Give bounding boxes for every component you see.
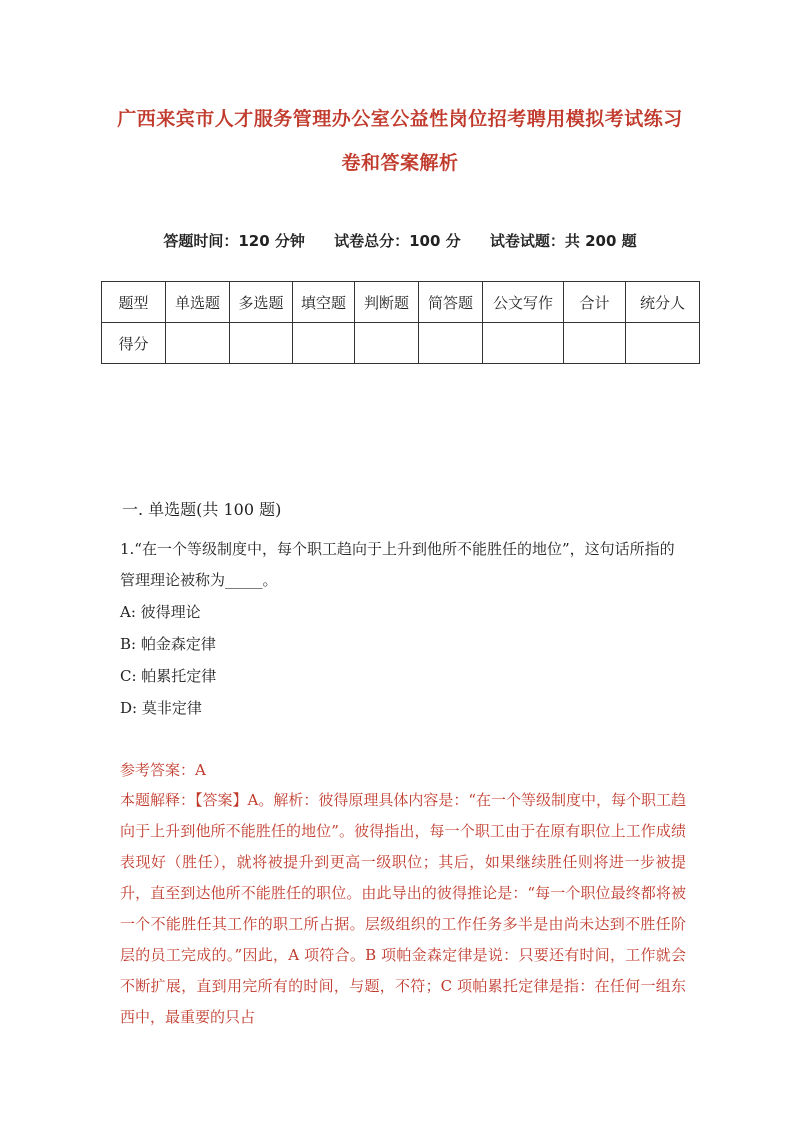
table-header-cell: 多选题 <box>230 282 293 323</box>
score-cell <box>419 323 483 364</box>
score-table <box>101 281 700 364</box>
option-b: B: 帕金森定律 <box>120 635 216 653</box>
table-header-cell: 填空题 <box>293 282 355 323</box>
document-title-line-2: 卷和答案解析 <box>341 152 459 174</box>
score-cell <box>166 323 230 364</box>
document-title-line-1: 广西来宾市人才服务管理办公室公益性岗位招考聘用模拟考试练习 <box>117 108 683 130</box>
table-header-cell: 统分人 <box>626 282 700 323</box>
table-header-cell: 单选题 <box>166 282 230 323</box>
exam-total-score: 试卷总分：100 分 <box>334 232 461 250</box>
table-header-cell: 题型 <box>102 282 166 323</box>
table-header-cell: 合计 <box>564 282 626 323</box>
score-cell <box>483 323 564 364</box>
exam-meta <box>100 230 700 251</box>
answer-explanation: 本题解释：【答案】A。解析：彼得原理具体内容是：“在一个等级制度中，每个职工趋向于上升到他所不能胜任的地位”。彼得指出，每一个职工由于在原有职位上工作成绩表现好（胜任），就将被提升到更高一级职位；其后，如果继续胜任则将进一步被提升，直至到达他所不能胜任的职位。由此导出的彼得推论是：“每一个职位最终都将被一个不能胜任其工作的职工所占据。层级组织的工作任务多半是由尚未达到不胜任阶层的员工完成的。”因此，A 项符合。B 项帕金森定律是说：只要还有时间，工作就会不断扩展，直到用完所有的时间，与题，不符；C 项帕累托定律是指：在任何一组东西中，最重要的只占 <box>120 791 687 1026</box>
table-header-cell: 简答题 <box>419 282 483 323</box>
option-a: A: 彼得理论 <box>120 603 201 621</box>
reference-answer: 参考答案：A <box>120 761 206 779</box>
table-header-cell: 判断题 <box>355 282 419 323</box>
score-cell <box>230 323 293 364</box>
score-cell <box>293 323 355 364</box>
score-cell <box>564 323 626 364</box>
score-table-header-row <box>102 282 700 323</box>
score-table-score-row <box>102 323 700 364</box>
exam-time: 答题时间：120 分钟 <box>163 232 305 250</box>
question-stem: 1.“在一个等级制度中，每个职工趋向于上升到他所不能胜任的地位”，这句话所指的管理理论被称为_____。 <box>120 540 675 589</box>
exam-question-count: 试卷试题：共 200 题 <box>489 232 637 250</box>
score-cell <box>626 323 700 364</box>
option-d: D: 莫非定律 <box>120 699 202 717</box>
table-header-cell: 公文写作 <box>483 282 564 323</box>
score-row-label: 得分 <box>102 323 166 364</box>
section-heading: 一. 单选题(共 100 题) <box>122 500 282 519</box>
score-cell <box>355 323 419 364</box>
option-c: C: 帕累托定律 <box>120 667 217 685</box>
